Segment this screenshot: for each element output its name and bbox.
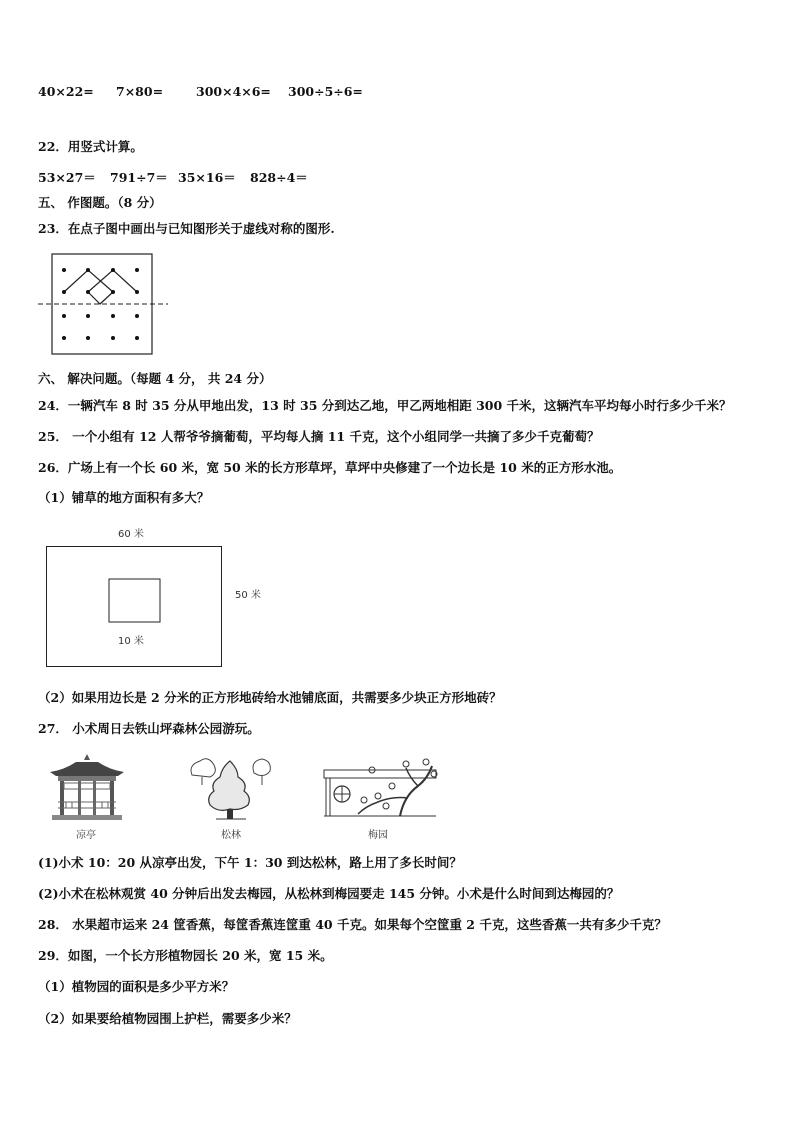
calc-item: 7×80= [116, 84, 164, 99]
question-24: 24．一辆汽车 8 时 35 分从甲地出发，13 时 35 分到达乙地，甲乙两地相距 300 千米，这辆汽车平均每小时行多少千米？ [38, 398, 732, 413]
calc-row-22 [38, 168, 308, 186]
question-22-title: 22．用竖式计算。 [38, 139, 143, 154]
caption-pine-forest: 松林 [221, 830, 241, 841]
calc-item: 300×4×6= [196, 84, 271, 99]
lawn-figure [46, 546, 222, 667]
lawn-rectangle [47, 547, 222, 667]
question-23: 23．在点子图中画出与已知图形关于虚线对称的图形. [38, 221, 335, 236]
dot-grid-figure [36, 252, 171, 356]
question-26: 26．广场上有一个长 60 米，宽 50 米的长方形草坪，草坪中央修建了一个边长是 10 米的正方形水池。 [38, 460, 622, 475]
question-26-sub1: （1）铺草的地方面积有多大？ [38, 490, 210, 505]
calc-item: 300÷5÷6= [288, 84, 363, 99]
question-27: 27． 小术周日去铁山坪森林公园游玩。 [38, 721, 260, 736]
question-25: 25． 一个小组有 12 人帮爷爷摘葡萄，平均每人摘 11 千克，这个小组同学一共摘了多少千克葡萄？ [38, 429, 600, 444]
lawn-width-label: 50 米 [235, 590, 261, 601]
pine-forest-image [186, 755, 276, 821]
plum-garden-image [322, 756, 438, 822]
question-26-sub2: （2）如果用边长是 2 分米的正方形地砖给水池铺底面，共需要多少块正方形地砖？ [38, 690, 502, 705]
calc-item: 40×22= [38, 84, 94, 99]
question-29-sub2: （2）如果要给植物园围上护栏，需要多少米？ [38, 1011, 297, 1026]
calc-item: 791÷7＝ [110, 170, 168, 185]
caption-plum-garden: 梅园 [368, 830, 388, 841]
pavilion-image [44, 752, 130, 822]
section-5-heading: 五、 作图题。（8 分） [38, 195, 162, 210]
caption-pavilion: 凉亭 [76, 830, 96, 841]
calc-item: 828÷4＝ [250, 170, 308, 185]
question-27-sub1: (1)小术 10：20 从凉亭出发，下午 1：30 到达松林，路上用了多长时间？ [38, 855, 462, 870]
pool-square [109, 579, 160, 622]
given-shape [64, 270, 137, 304]
section-6-heading: 六、 解决问题。（每题 4 分， 共 24 分） [38, 371, 272, 386]
question-28: 28． 水果超市运来 24 筐香蕉，每筐香蕉连筐重 40 千克。如果每个空筐重 2 千克，这些香蕉一共有多少千克？ [38, 917, 667, 932]
calc-item: 35×16＝ [178, 170, 236, 185]
calc-row-21 [38, 84, 363, 99]
calc-item: 53×27＝ [38, 170, 96, 185]
pool-side-label: 10 米 [118, 636, 144, 647]
question-29-sub1: （1）植物园的面积是多少平方米？ [38, 979, 235, 994]
lawn-length-label: 60 米 [118, 529, 144, 540]
question-27-sub2: (2)小术在松林观赏 40 分钟后出发去梅园，从松林到梅园要走 145 分钟。小术是什么时间到达梅园的？ [38, 886, 620, 901]
question-29: 29．如图，一个长方形植物园长 20 米，宽 15 米。 [38, 948, 333, 963]
